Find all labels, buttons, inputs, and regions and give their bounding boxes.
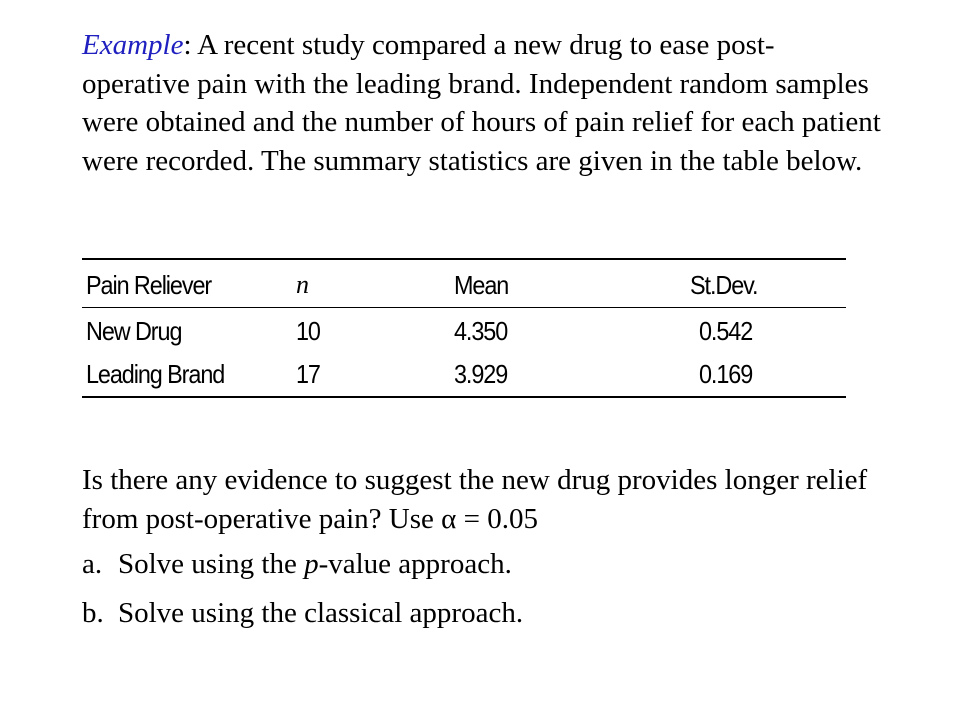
- alpha-symbol: α: [441, 503, 457, 535]
- leading-brand-mean: 3.929: [454, 359, 508, 389]
- example-label: Example: [82, 29, 184, 61]
- part-a: [82, 545, 512, 584]
- part-a-text-end: -value approach.: [318, 548, 512, 580]
- new-drug-mean: 4.350: [454, 316, 508, 346]
- part-b-text: Solve using the classical approach.: [118, 597, 524, 629]
- header-mean: Mean: [454, 270, 509, 300]
- header-divider: [82, 307, 846, 308]
- alpha-value: = 0.05: [456, 503, 538, 535]
- part-a-text-start: Solve using the: [118, 548, 305, 580]
- leading-brand-name: Leading Brand: [86, 359, 225, 389]
- new-drug-name: New Drug: [86, 316, 182, 346]
- part-a-p-italic: p: [304, 548, 319, 580]
- question-text: Is there any evidence to suggest the new drug provides longer relief from post-operative pain? Use: [82, 464, 868, 535]
- leading-brand-n: 17: [296, 359, 320, 389]
- question-paragraph: [82, 461, 902, 539]
- new-drug-n: 10: [296, 316, 320, 346]
- part-b-marker: b.: [82, 597, 104, 629]
- summary-statistics-table: [82, 258, 846, 398]
- leading-brand-st-dev: 0.169: [699, 359, 753, 389]
- new-drug-st-dev: 0.542: [699, 316, 753, 346]
- part-a-marker: a.: [82, 548, 103, 580]
- header-pain-reliever: Pain Reliever: [86, 270, 212, 300]
- intro-text: : A recent study compared a new drug to ease post-operative pain with the leading brand. Independent random samples were obtained and the number of hours of pain relief for each patient were recorded. The summary statistics are given in the table below.: [82, 29, 881, 177]
- intro-paragraph: [82, 26, 882, 180]
- header-st-dev: St.Dev.: [690, 270, 758, 300]
- header-n: n: [296, 270, 309, 299]
- part-b: [82, 594, 523, 633]
